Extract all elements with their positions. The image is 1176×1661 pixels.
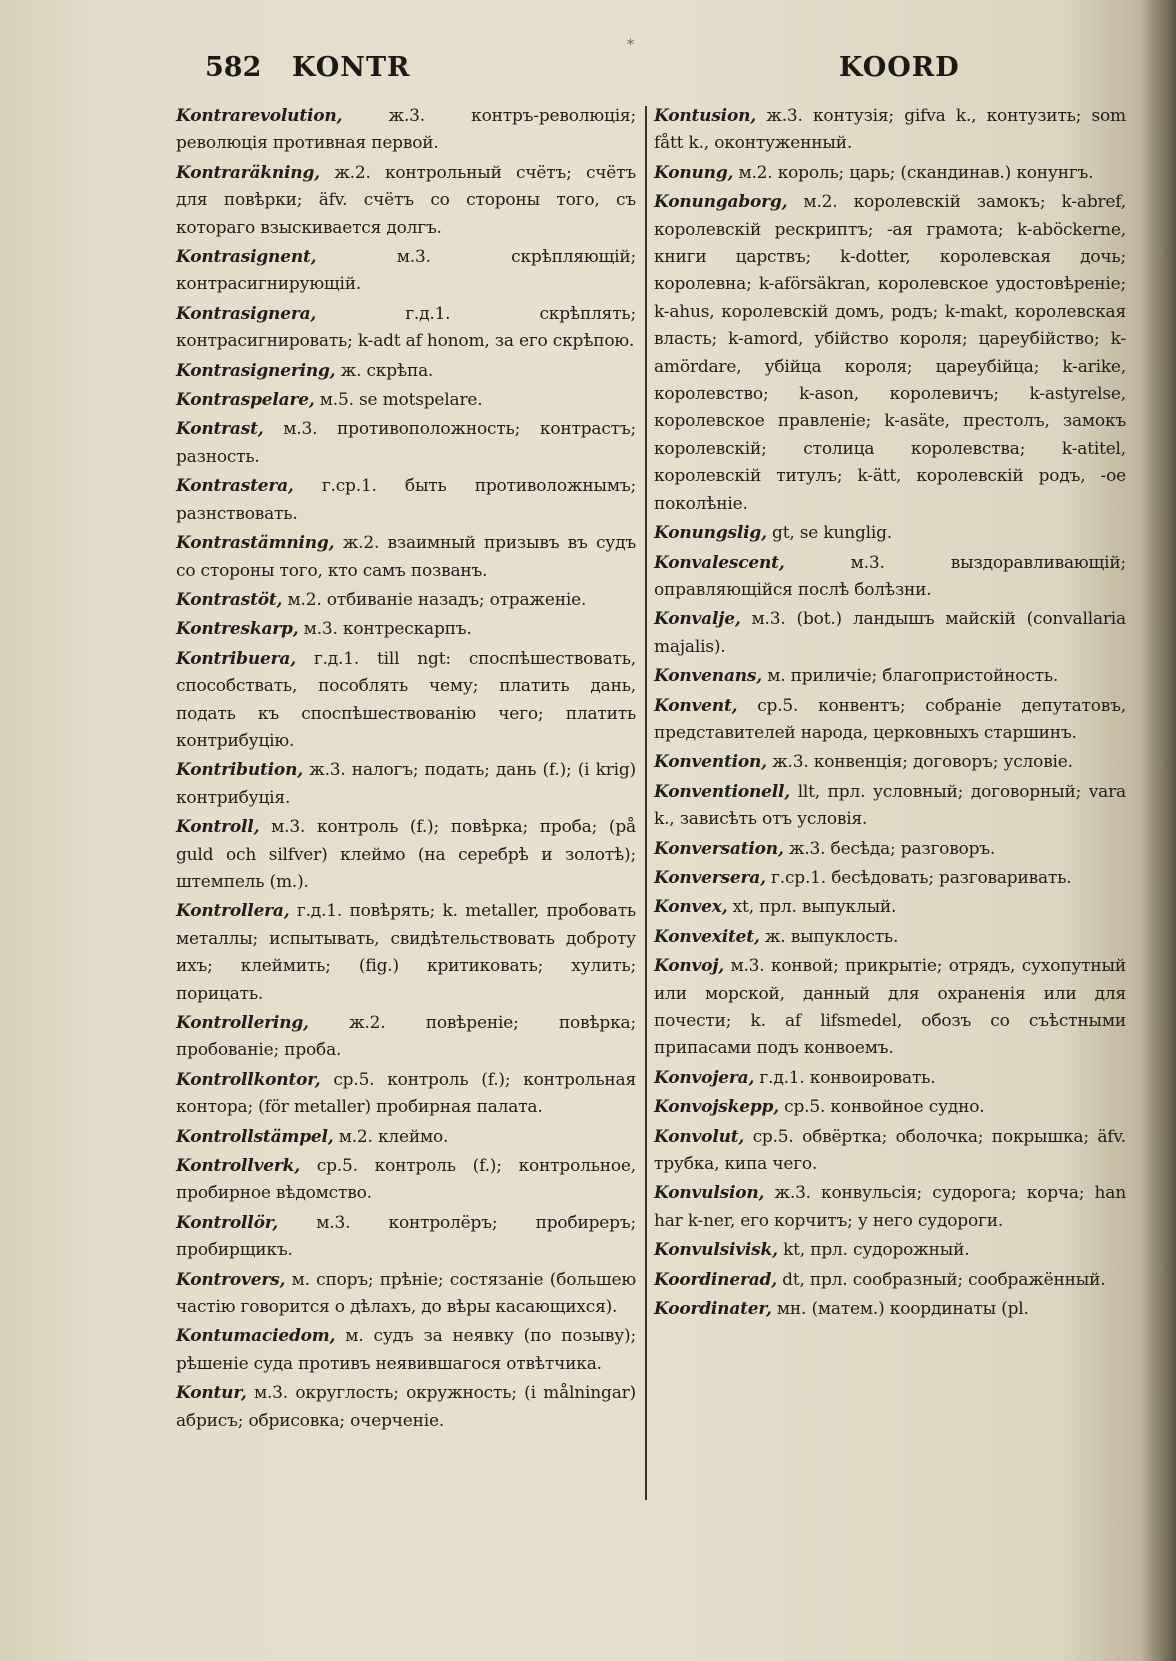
- dictionary-entry: [654, 1094, 1126, 1121]
- entry-definition: м.5. se motspelare.: [319, 390, 483, 411]
- entry-headword: Konung,: [654, 162, 734, 183]
- entry-definition: м.3. (bot.) ландышъ майскій (convallaria majalis).: [654, 609, 1126, 657]
- dictionary-entry: [654, 160, 1126, 187]
- entry-headword: Konvolut,: [654, 1126, 745, 1147]
- entry-definition: llt, прл. условный; договорный; vara k., зависѣть отъ условія.: [654, 781, 1126, 830]
- dictionary-entry: [654, 663, 1126, 690]
- entry-headword: Kontrovers,: [176, 1269, 286, 1290]
- entry-definition: м.3. округлость; окружность; (i målningar) абрисъ; обрисовка; очерченіе.: [176, 1383, 636, 1431]
- right-column: [654, 103, 1126, 1325]
- dictionary-entry: [654, 779, 1126, 834]
- dictionary-entry: [176, 1010, 636, 1065]
- entry-headword: Kontrasignera,: [176, 303, 317, 324]
- dictionary-entry: [654, 606, 1126, 661]
- entry-headword: Kontrollstämpel,: [176, 1126, 334, 1147]
- entry-headword: Konvention,: [654, 752, 767, 773]
- entry-definition: ср.5. конвентъ; собраніе депутатовъ, представителей народа, церковныхъ старшинъ.: [654, 695, 1126, 743]
- entry-definition: м.3. противоположность; контрастъ; разность.: [176, 419, 636, 467]
- dictionary-entry: [654, 520, 1126, 547]
- entry-headword: Kontrollverk,: [176, 1156, 300, 1177]
- entry-headword: Kontraspelare,: [176, 390, 315, 411]
- entry-definition: kt, прл. судорожный.: [783, 1240, 970, 1261]
- entry-headword: Konvalescent,: [654, 552, 785, 573]
- entry-headword: Kontrast,: [176, 419, 264, 440]
- entry-headword: Kontrasignering,: [176, 360, 336, 381]
- dictionary-entry: [654, 550, 1126, 605]
- entry-headword: Konvex,: [654, 897, 728, 918]
- entry-headword: Kontumaciedom,: [176, 1326, 336, 1347]
- entry-definition: м.2. отбиваніе назадъ; отраженіе.: [287, 589, 587, 610]
- entry-definition: м. приличіе; благопристойность.: [767, 666, 1059, 687]
- entry-definition: ср.5. обвёртка; оболочка; покрышка; äfv. трубка, кипа чего.: [654, 1126, 1126, 1175]
- entry-definition: м.3. контроль (f.); повѣрка; проба; (på guld och silfver) клеймо (на серебрѣ и золотѣ); штемпель (m.).: [176, 817, 636, 892]
- entry-headword: Konvent,: [654, 695, 738, 716]
- column-divider: [645, 106, 647, 1500]
- dictionary-entry: [176, 1323, 636, 1378]
- dictionary-entry: [654, 1267, 1126, 1294]
- dictionary-entry: [176, 1153, 636, 1208]
- entry-headword: Konvenans,: [654, 666, 763, 687]
- dictionary-entry: [654, 749, 1126, 776]
- entry-headword: Konvojera,: [654, 1067, 755, 1088]
- dictionary-entry: [176, 301, 636, 356]
- page-header: [205, 52, 960, 92]
- entry-headword: Konversation,: [654, 838, 784, 859]
- entry-definition: ж.3. налогъ; подать; дань (f.); (i krig) контрибуція.: [176, 760, 636, 808]
- entry-definition: ж. скрѣпа.: [340, 360, 434, 381]
- entry-definition: dt, прл. сообразный; соображённый.: [782, 1269, 1106, 1290]
- entry-headword: Kontrollkontor,: [176, 1069, 321, 1090]
- dictionary-entry: [654, 894, 1126, 921]
- entry-headword: Kontribution,: [176, 760, 303, 781]
- dictionary-entry: [654, 836, 1126, 863]
- guide-word-right: KOORD: [839, 52, 960, 83]
- entry-headword: Konungaborg,: [654, 192, 788, 213]
- entry-headword: Konvalje,: [654, 609, 741, 630]
- dictionary-entry: [176, 103, 636, 158]
- entry-headword: Konvulsivisk,: [654, 1240, 778, 1261]
- dictionary-entry: [176, 757, 636, 812]
- dictionary-entry: [654, 924, 1126, 951]
- dictionary-entry: [176, 160, 636, 242]
- dictionary-entry: [176, 416, 636, 471]
- entry-definition: ср.5. конвойное судно.: [784, 1097, 985, 1118]
- entry-definition: ж.2. повѣреніе; повѣрка; пробованіе; проба.: [176, 1013, 636, 1061]
- entry-definition: м.3. контролёръ; пробиреръ; пробирщикъ.: [176, 1212, 636, 1261]
- entry-headword: Koordinerad,: [654, 1269, 777, 1290]
- dictionary-entry: [654, 1237, 1126, 1264]
- dictionary-entry: [176, 473, 636, 528]
- entry-definition: м.3. контрескарпъ.: [303, 619, 472, 640]
- entry-headword: Kontrollera,: [176, 901, 290, 922]
- dictionary-entry: [654, 1180, 1126, 1235]
- dictionary-entry: [654, 953, 1126, 1063]
- entry-headword: Konvexitet,: [654, 926, 760, 947]
- dictionary-entry: [176, 587, 636, 614]
- entry-definition: xt, прл. выпуклый.: [732, 897, 897, 918]
- entry-definition: м.2. клеймо.: [338, 1126, 449, 1147]
- entry-definition: ж.3. контръ-революція; революція противная первой.: [176, 106, 636, 154]
- dictionary-entry: [654, 1065, 1126, 1092]
- entry-definition: мн. (матем.) координаты (pl.: [776, 1299, 1029, 1320]
- dictionary-entry: [654, 865, 1126, 892]
- dictionary-entry: [654, 1124, 1126, 1179]
- page-mark: *: [627, 37, 634, 53]
- entry-definition: ж.3. контузія; gifva k., контузить; som fått k., оконтуженный.: [654, 106, 1126, 154]
- entry-definition: ж.2. контрольный счётъ; счётъ для повѣрки; äfv. счётъ со стороны того, съ котораго взыскивается долгъ.: [176, 162, 636, 238]
- entry-headword: Koordinater,: [654, 1299, 772, 1320]
- dictionary-entry: [654, 693, 1126, 748]
- entry-headword: Kontribuera,: [176, 648, 296, 669]
- entry-headword: Kontreskarp,: [176, 619, 299, 640]
- dictionary-entry: [176, 358, 636, 385]
- entry-headword: Kontrasignent,: [176, 247, 317, 268]
- entry-definition: ж.2. взаимный призывъ въ судъ со стороны того, кто самъ позванъ.: [176, 533, 636, 581]
- dictionary-entry: [176, 616, 636, 643]
- entry-definition: г.д.1. till ngt: споспѣшествовать, способствать, пособлять чему; платить дань, подать къ споспѣшествованію чего; платить контрибуцію.: [176, 648, 636, 751]
- dictionary-entry: [176, 387, 636, 414]
- entry-definition: ж.3. конвульсія; судорога; корча; han har k-ner, его корчитъ; у него судороги.: [654, 1183, 1126, 1231]
- entry-definition: г.д.1. повѣрять; k. metaller, пробовать металлы; испытывать, свидѣтельствовать доброту ихъ; клеймить; (fig.) критиковать; хулить; порицать.: [176, 901, 636, 1004]
- entry-headword: Kontrastöt,: [176, 589, 283, 610]
- entry-definition: м.2. королевскій замокъ; k-abref, королевскій рескриптъ; -ая грамота; k-aböckerne, книги царствъ; k-dotter, королевская дочь; королевна; k-aförsäkran, королевское удостовѣреніе; k-ahus, королевскій домъ, родъ; k-makt, королевская власть; k-amord, убійство короля; цареубійство; k-amördare, убійца короля; цареубійца; k-arike, королевство; k-ason, королевичъ; k-astyrelse, королевское правленіе; k-asäte, престолъ, замокъ королевскій; столица королевства; k-atitel, королевскій титулъ; k-ätt, королевскій родъ, -ое поколѣніе.: [654, 192, 1126, 514]
- dictionary-entry: [176, 1267, 636, 1322]
- entry-definition: м.3. конвой; прикрытіе; отрядъ, сухопутный или морской, данный для охраненія или для почести; k. af lifsmedel, обозъ со съѣстными припасами подъ конвоемъ.: [654, 956, 1126, 1059]
- entry-definition: ср.5. контроль (f.); контрольная контора; (för metaller) пробирная палата.: [176, 1069, 636, 1118]
- dictionary-entry: [176, 530, 636, 585]
- dictionary-entry: [176, 1124, 636, 1151]
- entry-headword: Kontur,: [176, 1383, 247, 1404]
- dictionary-entry: [176, 1380, 636, 1435]
- dictionary-entry: [176, 814, 636, 896]
- entry-definition: г.ср.1. быть противоложнымъ; разнствовать.: [176, 476, 636, 524]
- entry-headword: Kontusion,: [654, 106, 756, 126]
- dictionary-entry: [176, 646, 636, 756]
- entry-headword: Kontrarevolution,: [176, 106, 343, 126]
- dictionary-entry: [654, 103, 1126, 158]
- guide-word-left: KONTR: [292, 52, 411, 83]
- entry-definition: ж. выпуклость.: [764, 926, 899, 947]
- dictionary-entry: [176, 1067, 636, 1122]
- dictionary-entry: [654, 189, 1126, 518]
- entry-headword: Kontrastera,: [176, 476, 294, 497]
- entry-definition: м.2. король; царь; (скандинав.) конунгъ.: [738, 162, 1094, 183]
- dictionary-entry: [176, 244, 636, 299]
- entry-definition: ж.3. конвенція; договоръ; условіе.: [772, 752, 1073, 773]
- entry-definition: ср.5. контроль (f.); контрольное, пробирное вѣдомство.: [176, 1156, 636, 1204]
- entry-definition: м.3. выздоравливающій; оправляющійся послѣ болѣзни.: [654, 552, 1126, 600]
- entry-definition: г.д.1. конвоировать.: [759, 1067, 936, 1088]
- entry-definition: г.д.1. скрѣплять; контрасигнировать; k-adt af honom, за его скрѣпою.: [176, 303, 636, 352]
- entry-headword: Konvulsion,: [654, 1183, 765, 1204]
- page-number: 582: [205, 52, 262, 83]
- dictionary-entry: [654, 1296, 1126, 1323]
- entry-definition: gt, se kunglig.: [772, 523, 892, 544]
- entry-headword: Kontraräkning,: [176, 162, 320, 183]
- entry-headword: Kontrollör,: [176, 1212, 278, 1233]
- entry-headword: Konungslig,: [654, 523, 767, 544]
- entry-headword: Konventionell,: [654, 781, 791, 802]
- entry-definition: м. судъ за неявку (по позыву); рѣшеніе суда противъ неявившагося отвѣтчика.: [176, 1326, 636, 1374]
- entry-definition: г.ср.1. бесѣдовать; разговаривать.: [771, 867, 1072, 888]
- entry-definition: ж.3. бесѣда; разговоръ.: [788, 838, 996, 859]
- entry-definition: м. споръ; прѣніе; состязаніе (большею частію говорится о дѣлахъ, до вѣры касающихся).: [176, 1269, 636, 1318]
- left-column: [176, 103, 636, 1437]
- dictionary-entry: [176, 898, 636, 1008]
- entry-definition: м.3. скрѣпляющій; контрасигнирующій.: [176, 247, 636, 295]
- entry-headword: Konvojskepp,: [654, 1097, 779, 1118]
- entry-headword: Konversera,: [654, 867, 766, 888]
- entry-headword: Kontroll,: [176, 817, 260, 838]
- entry-headword: Kontrollering,: [176, 1013, 309, 1033]
- entry-headword: Kontrastämning,: [176, 533, 335, 554]
- entry-headword: Konvoj,: [654, 956, 724, 977]
- dictionary-entry: [176, 1210, 636, 1265]
